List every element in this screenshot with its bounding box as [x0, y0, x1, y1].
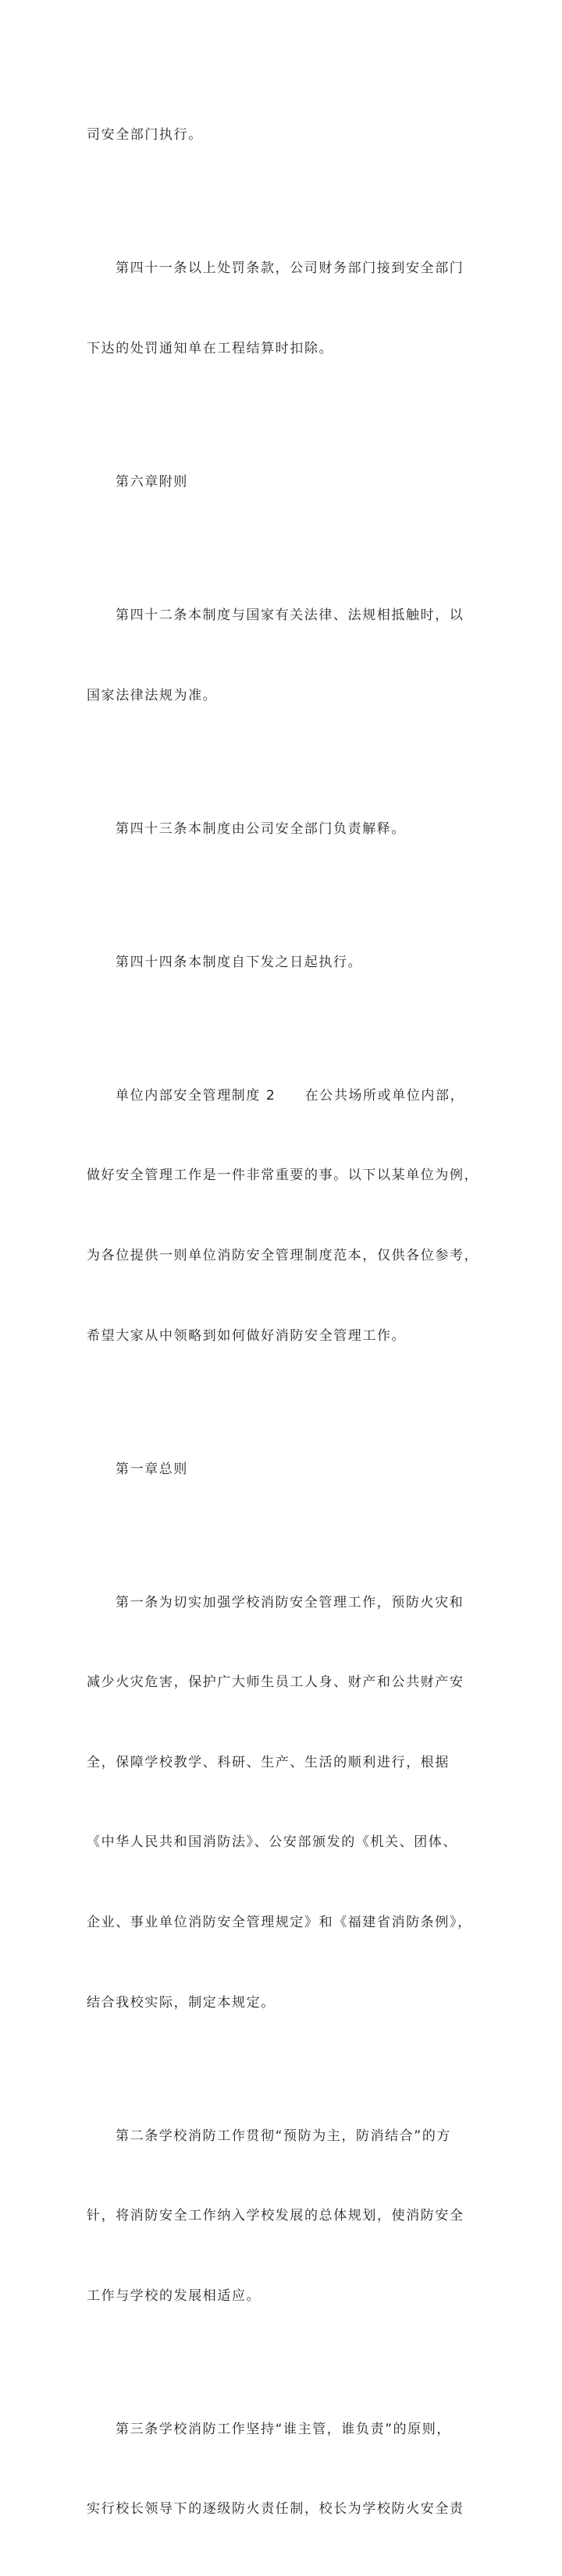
- text-line: 希望大家从中领略到如何做好消防安全管理工作。: [87, 1327, 407, 1344]
- text-line: 第二条学校消防工作贯彻“预防为主，防消结合”的方: [116, 2128, 452, 2144]
- text-line: 企业、事业单位消防安全管理规定》和《福建省消防条例》，: [87, 1915, 472, 1931]
- paragraph: [87, 2362, 493, 2576]
- paragraph: [87, 895, 493, 1029]
- text-line: 《中华人民共和国消防法》、公安部颁发的《机关、团体、: [87, 1834, 458, 1851]
- text-line: 司安全部门执行。: [87, 127, 203, 144]
- paragraph: [87, 1029, 493, 1402]
- text-line: 第六章附则: [116, 474, 188, 491]
- chapter-heading: [87, 1402, 493, 1536]
- text-line: 全，保障学校教学、科研、生产、生活的顺利进行，根据: [87, 1754, 450, 1770]
- text-line: 下达的处罚通知单在工程结算时扣除。: [87, 341, 334, 357]
- paragraph: [87, 69, 493, 202]
- paragraph: [87, 2069, 493, 2362]
- text-line: 为各位提供一则单位消防安全管理制度范本，仅供各位参考，: [87, 1247, 479, 1263]
- text-line: 国家法律法规为准。: [87, 687, 218, 703]
- document-body: [87, 69, 493, 2576]
- text-line: 第四十三条本制度由公司安全部门负责解释。: [116, 820, 406, 837]
- text-line: 工作与学校的发展相适应。: [87, 2287, 261, 2304]
- text-line: 第四十二条本制度与国家有关法律、法规相抵触时，以: [116, 608, 464, 624]
- text-line: 单位内部安全管理制度 2 在公共场所或单位内部，: [116, 1087, 465, 1104]
- text-line: 结合我校实际，制定本规定。: [87, 1994, 276, 2011]
- text-line: 实行校长领导下的逐级防火责任制，校长为学校防火安全责: [87, 2501, 464, 2518]
- chapter-heading: [87, 416, 493, 549]
- text-line: 针，将消防安全工作纳入学校发展的总体规划，使消防安全: [87, 2208, 464, 2224]
- paragraph: [87, 1536, 493, 2069]
- paragraph: [87, 202, 493, 416]
- text-line: 第一章总则: [116, 1461, 188, 1477]
- text-line: 第三条学校消防工作坚持“谁主管，谁负责”的原则，: [116, 2421, 452, 2437]
- text-line: 第四十四条本制度自下发之日起执行。: [116, 954, 363, 970]
- text-line: 第一条为切实加强学校消防安全管理工作，预防火灾和: [116, 1594, 464, 1610]
- text-line: 第四十一条以上处罚条款，公司财务部门接到安全部门: [116, 260, 464, 277]
- text-line: 做好安全管理工作是一件非常重要的事。以下以某单位为例，: [87, 1168, 479, 1184]
- paragraph: [87, 762, 493, 895]
- paragraph: [87, 549, 493, 763]
- text-line: 减少火灾危害，保护广大师生员工人身、财产和公共财产安: [87, 1674, 464, 1691]
